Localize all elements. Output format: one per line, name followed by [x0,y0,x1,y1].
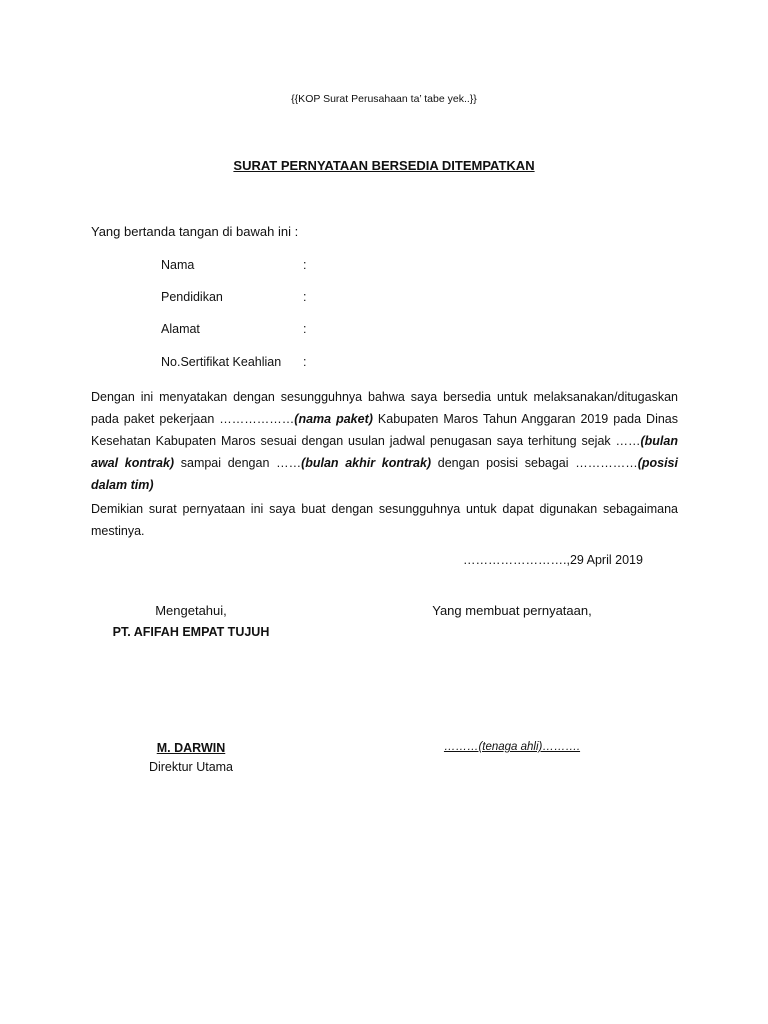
director-name: M. DARWIN [156,741,226,755]
statement-paragraph [91,386,678,496]
field-label-alamat: Alamat [161,322,200,336]
letterhead-placeholder: {{KOP Surat Perusahaan ta’ tabe yek..}} [291,93,477,105]
field-colon-pendidikan: : [303,290,307,304]
field-label-pendidikan: Pendidikan [161,290,223,304]
placeholder-bulan-akhir: (bulan akhir kontrak) [301,456,432,470]
paragraph-text: sampai dengan …… [174,456,302,470]
place-date: …………………….,29 April 2019 [463,553,643,567]
acknowledged-label: Mengetahui, [155,603,227,618]
field-label-nama: Nama [161,258,195,272]
field-colon-sertifikat: : [303,355,307,369]
paragraph-text: Dengan ini menyatakan dengan sesungguhnya bahwa saya bersedia untuk melaksanakan/ditugaskan pada paket pekerjaan ……………… [91,390,678,426]
placeholder-nama-paket: (nama paket) [294,412,373,426]
document-title: SURAT PERNYATAAN BERSEDIA DITEMPATKAN [233,158,535,173]
field-colon-alamat: : [303,322,307,336]
intro-text: Yang bertanda tangan di bawah ini : [91,224,299,239]
placeholder-bulan-awal: (bulan awal kontrak) [91,434,678,470]
field-colon-nama: : [303,258,307,272]
declarant-label: Yang membuat pernyataan, [432,603,592,618]
director-title: Direktur Utama [148,760,234,774]
closing-paragraph: Demikian surat pernyataan ini saya buat dengan sesungguhnya untuk dapat digunakan sebagaimana mestinya. [91,502,678,538]
company-name: PT. AFIFAH EMPAT TUJUH [112,625,270,639]
paragraph-text: dengan posisi sebagai …………… [431,456,638,470]
declarant-signature-placeholder: ………(tenaga ahli)………. [443,741,581,753]
placeholder-posisi: (posisi dalam tim) [91,456,678,492]
field-label-sertifikat: No.Sertifikat Keahlian [161,355,282,369]
paragraph-text: Kabupaten Maros Tahun Anggaran 2019 pada Dinas Kesehatan Kabupaten Maros sesuai dengan usulan jadwal penugasan saya terhitung sejak …… [91,412,679,448]
